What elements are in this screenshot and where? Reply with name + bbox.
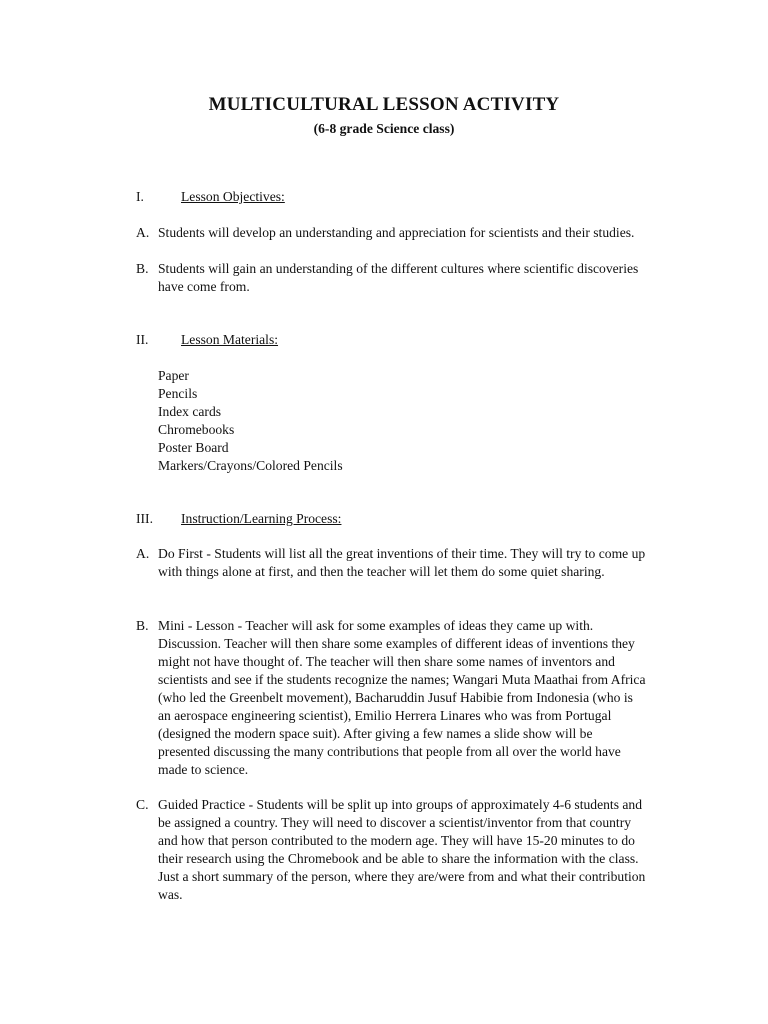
- document-subtitle: (6-8 grade Science class): [313, 121, 455, 136]
- section-title: Instruction/Learning Process:: [181, 511, 342, 526]
- material-item: Index cards: [158, 404, 222, 419]
- material-item: Markers/Crayons/Colored Pencils: [158, 458, 343, 473]
- item-text: Students will develop an understanding and appreciation for scientists and their studies.: [158, 225, 635, 240]
- objective-item: [136, 260, 646, 296]
- instruction-item: [136, 617, 646, 779]
- section-heading-objectives: [136, 188, 636, 206]
- instruction-item: [136, 796, 646, 904]
- objective-item: [136, 224, 646, 242]
- section-heading-materials: [136, 331, 636, 349]
- material-item: Chromebooks: [158, 422, 235, 437]
- item-label: A.: [136, 225, 150, 240]
- item-text: Do First - Students will list all the great inventions of their time. They will try to come up with things alone at first, and then the teacher will let them do some quiet sharing.: [158, 546, 646, 579]
- section-heading-instruction: [136, 510, 636, 528]
- section-number: II.: [136, 332, 149, 347]
- section-number: III.: [136, 511, 153, 526]
- section-number: I.: [136, 189, 144, 204]
- section-title: Lesson Objectives:: [181, 189, 285, 204]
- item-text: Students will gain an understanding of the different cultures where scientific discoveries have come from.: [158, 261, 639, 294]
- material-item: Paper: [158, 368, 189, 383]
- item-label: B.: [136, 618, 149, 633]
- item-label: A.: [136, 546, 150, 561]
- materials-list: [158, 367, 343, 475]
- item-label: C.: [136, 797, 149, 812]
- item-text: Guided Practice - Students will be split up into groups of approximately 4-6 students and be assigned a country. They will need to discover a scientist/inventor from that country and how that person contributed to the modern age. They will have 15-20 minutes to do their research using the Chromebook and be able to share the information with the class. Just a short summary of the person, where they are/were from and what their contribution was.: [158, 797, 646, 902]
- section-title: Lesson Materials:: [181, 332, 279, 347]
- material-item: Pencils: [158, 386, 198, 401]
- item-label: B.: [136, 261, 149, 276]
- instruction-item: [136, 545, 646, 581]
- item-text: Mini - Lesson - Teacher will ask for some examples of ideas they came up with. Discussion. Teacher will then share some examples of different ideas of inventions they might not have thought of. The teacher will then share some names of inventors and scientists and see if the students recognize the names; Wangari Muta Maathai from Africa (who led the Greenbelt movement), Bacharuddin Jusuf Habibie from Indonesia (who is an aerospace engineering scientist), Emilio Herrera Linares who was from Portugal (designed the modern space suit). After giving a few names a slide show will be presented discussing the many contributions that people from all over the world have made to science.: [158, 618, 646, 777]
- document-title: MULTICULTURAL LESSON ACTIVITY: [208, 94, 560, 115]
- material-item: Poster Board: [158, 440, 229, 455]
